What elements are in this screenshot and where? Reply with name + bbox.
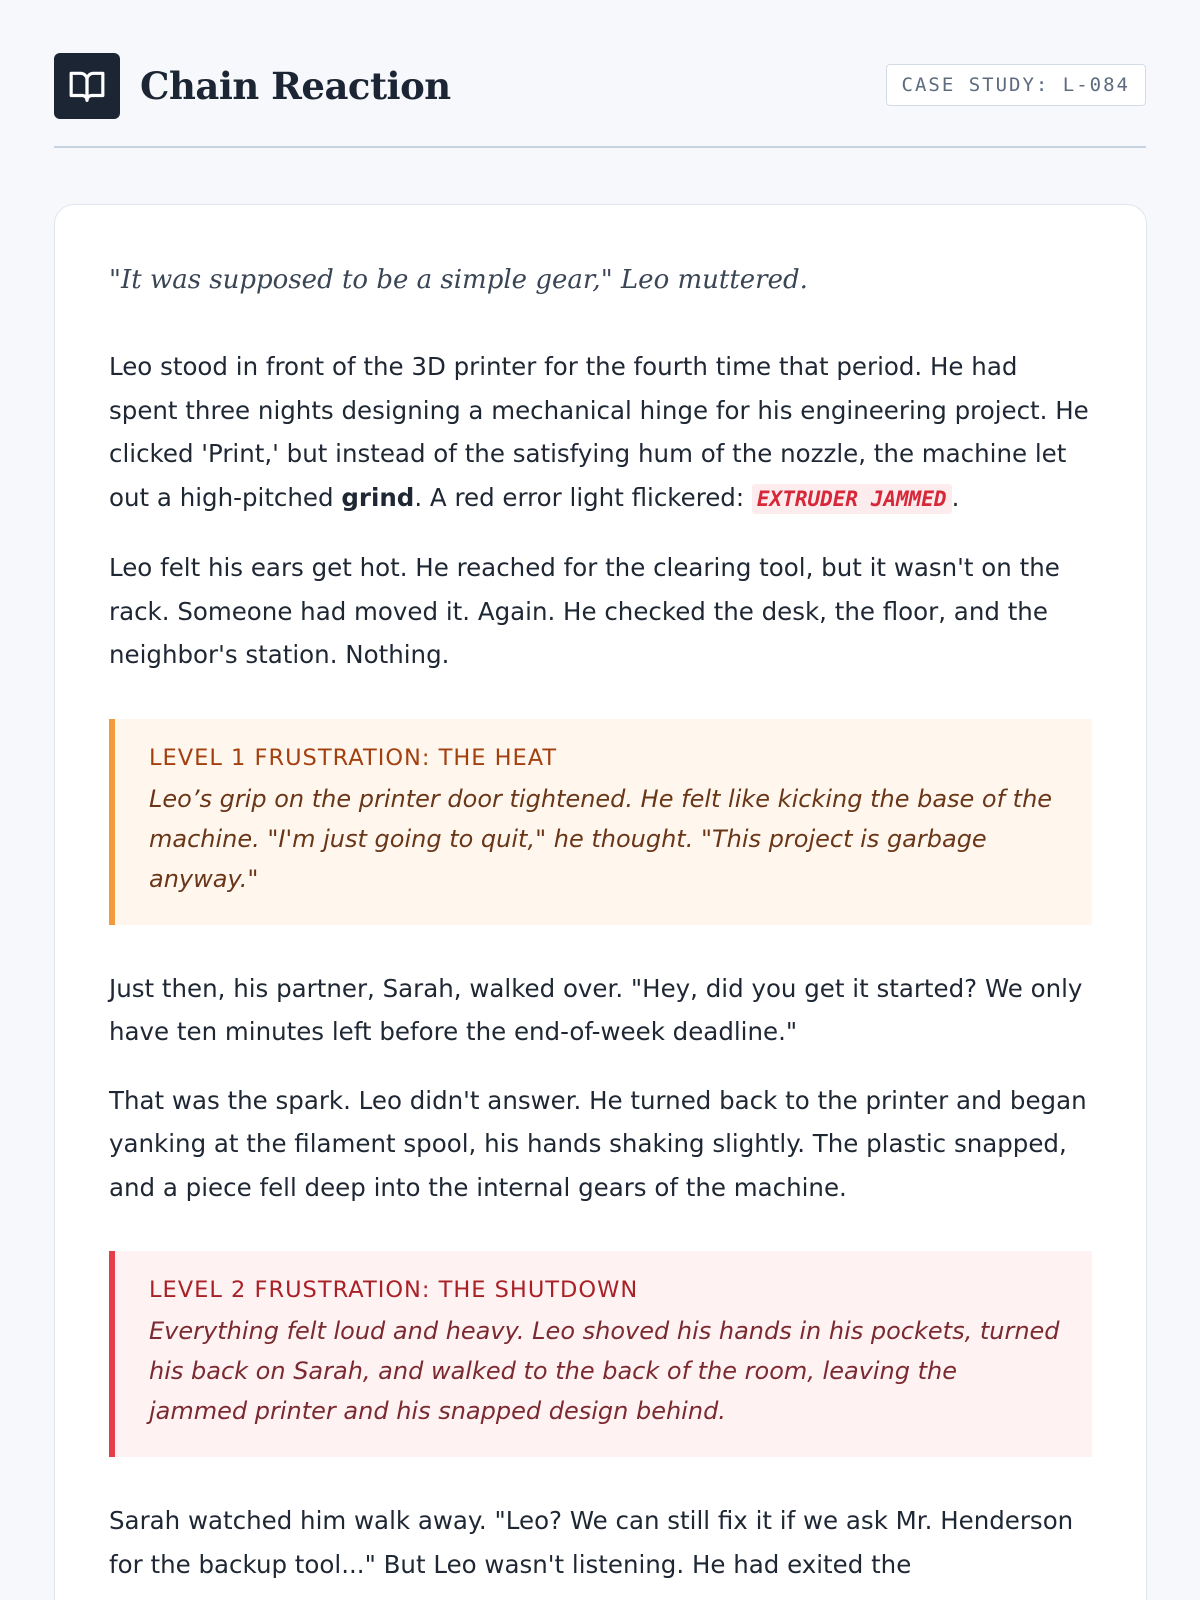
paragraph-text: . A red error light flickered:: [414, 482, 752, 512]
page-header: [54, 0, 1146, 148]
open-book-icon: [68, 67, 106, 105]
story-paragraph-1: [109, 345, 1092, 521]
opening-quote: "It was supposed to be a simple gear," Leo muttered.: [109, 265, 808, 295]
frustration-callout-level-1: [109, 719, 1092, 925]
paragraph-text: .: [951, 482, 960, 512]
brand: [54, 53, 451, 119]
page-title: Chain Reaction: [140, 64, 451, 108]
case-study-badge: CASE STUDY: L-084: [886, 64, 1146, 106]
story-paragraph-4: That was the spark. Leo didn't answer. He turned back to the printer and began yanking at the filament spool, his hands shaking slightly. The plastic snapped, and a piece fell deep into the internal gears of the machine.: [109, 1085, 1087, 1202]
frustration-callout-level-2: [109, 1251, 1092, 1457]
error-code-tag: EXTRUDER JAMMED: [752, 484, 952, 514]
callout-heading: LEVEL 2 FRUSTRATION: THE SHUTDOWN: [149, 1277, 639, 1303]
callout-body: Everything felt loud and heavy. Leo shoved his hands in his pockets, turned his back on Sarah, and walked to the back of the room, leaving the jammed printer and his snapped design behind.: [149, 1317, 1060, 1425]
logo: [54, 53, 120, 119]
story-card: [54, 204, 1147, 1600]
callout-heading: LEVEL 1 FRUSTRATION: THE HEAT: [149, 744, 558, 771]
story-paragraph-5: Sarah watched him walk away. "Leo? We can still fix it if we ask Mr. Henderson for the backup tool..." But Leo wasn't listening. He had exited the: [109, 1506, 1074, 1579]
emphasis-grind: grind: [341, 482, 415, 512]
callout-body: Leo’s grip on the printer door tightened. He felt like kicking the base of the machine. "I'm just going to quit," he thought. "This project is garbage anyway.": [149, 784, 1053, 893]
story-paragraph-3: Just then, his partner, Sarah, walked over. "Hey, did you get it started? We only have ten minutes left before the end-of-week deadline.": [109, 973, 1083, 1046]
paragraph-text: Leo stood in front of the 3D printer for the fourth time that period. He had spent three nights designing a mechanical hinge for his engineering project. He clicked 'Print,' but instead of the satisfying hum of the nozzle, the machine let out a high-pitched: [109, 352, 1089, 512]
story-paragraph-2: Leo felt his ears get hot. He reached for the clearing tool, but it wasn't on the rack. Someone had moved it. Again. He checked the desk, the floor, and the neighbor's station. Nothing.: [109, 553, 1060, 669]
